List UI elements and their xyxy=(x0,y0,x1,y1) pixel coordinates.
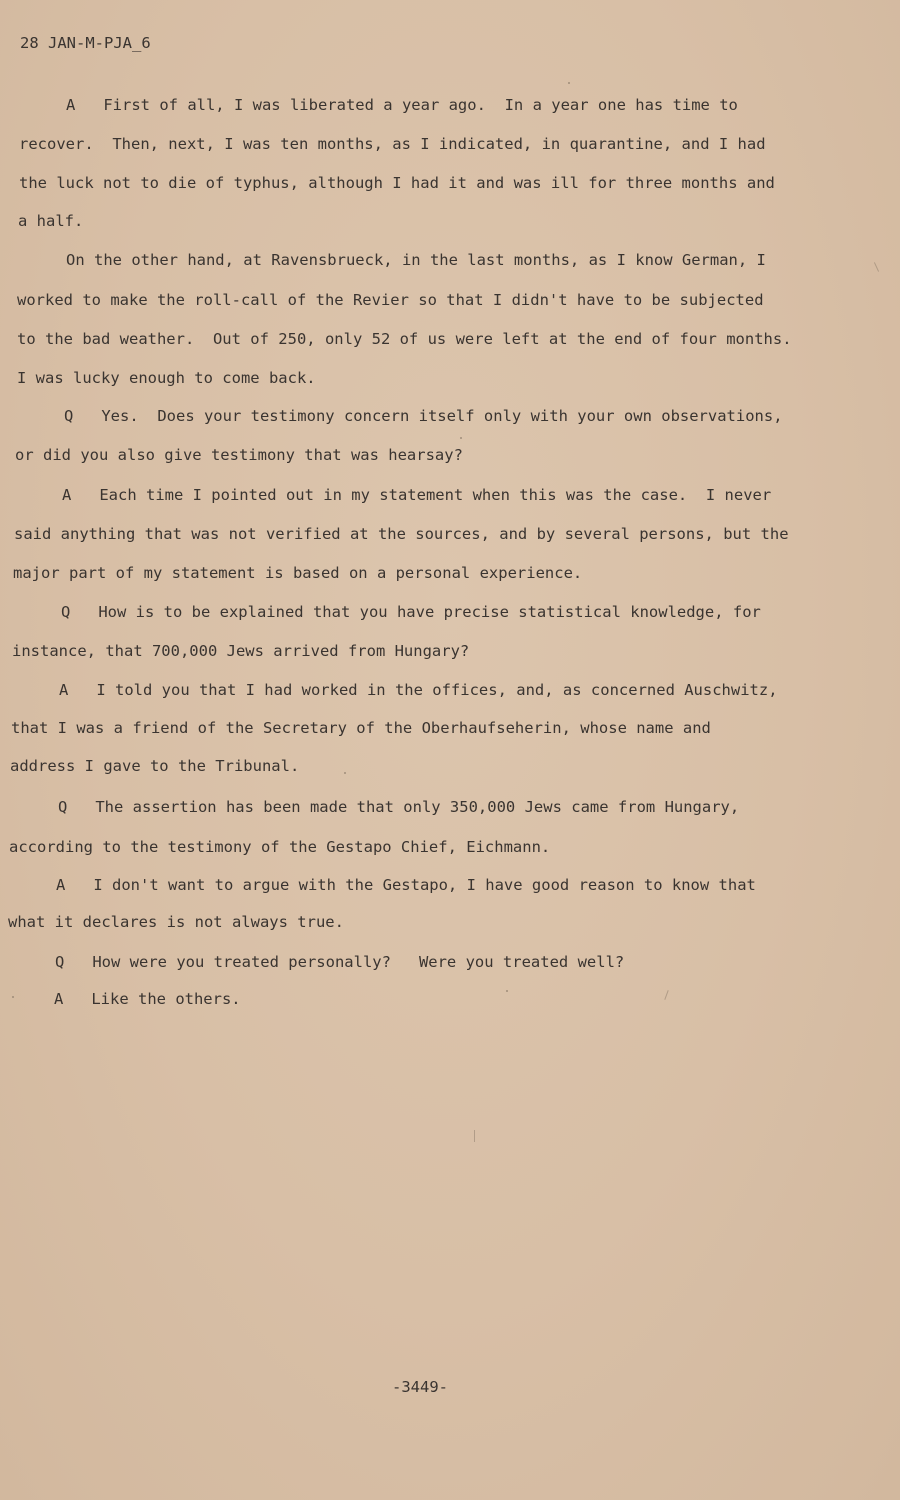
paper-mark xyxy=(664,990,668,1000)
text-line: A First of all, I was liberated a year ago. In a year one has time to xyxy=(66,96,738,114)
text-line: Q Yes. Does your testimony concern itself only with your own observations, xyxy=(64,407,783,425)
text-line: said anything that was not verified at the sources, and by several persons, but the xyxy=(14,525,789,543)
text-line: A Each time I pointed out in my statement when this was the case. I never xyxy=(62,486,772,504)
text-line: A I told you that I had worked in the offices, and, as concerned Auschwitz, xyxy=(59,681,778,699)
paper-speck xyxy=(506,990,508,992)
text-line: A I don't want to argue with the Gestapo, I have good reason to know that xyxy=(56,876,756,894)
page-number: -3449- xyxy=(392,1378,448,1396)
paper-mark xyxy=(474,1130,475,1142)
text-line: address I gave to the Tribunal. xyxy=(10,757,300,775)
paper-speck xyxy=(12,996,14,998)
text-line: what it declares is not always true. xyxy=(8,913,344,931)
text-line: instance, that 700,000 Jews arrived from Hungary? xyxy=(12,642,470,660)
text-line: to the bad weather. Out of 250, only 52 of us were left at the end of four months. xyxy=(17,330,792,348)
text-line: that I was a friend of the Secretary of the Oberhaufseherin, whose name and xyxy=(11,719,711,737)
text-line: major part of my statement is based on a personal experience. xyxy=(13,564,583,582)
text-line: recover. Then, next, I was ten months, as I indicated, in quarantine, and I had xyxy=(19,135,766,153)
text-line: A Like the others. xyxy=(54,990,241,1008)
paper-speck xyxy=(460,437,462,439)
text-line: Q How were you treated personally? Were you treated well? xyxy=(55,953,625,971)
text-line: or did you also give testimony that was hearsay? xyxy=(15,446,463,464)
paper-mark xyxy=(874,262,879,271)
text-line: Q How is to be explained that you have precise statistical knowledge, for xyxy=(61,603,761,621)
text-line: according to the testimony of the Gestapo Chief, Eichmann. xyxy=(9,838,551,856)
text-line: I was lucky enough to come back. xyxy=(17,369,316,387)
text-line: the luck not to die of typhus, although I had it and was ill for three months and xyxy=(19,174,775,192)
text-line: Q The assertion has been made that only 350,000 Jews came from Hungary, xyxy=(58,798,740,816)
page-header: 28 JAN-M-PJA_6 xyxy=(20,34,151,52)
text-line: a half. xyxy=(18,212,84,230)
text-line: worked to make the roll-call of the Revier so that I didn't have to be subjected xyxy=(17,291,764,309)
paper-speck xyxy=(568,82,570,84)
text-line: On the other hand, at Ravensbrueck, in the last months, as I know German, I xyxy=(66,251,766,269)
paper-speck xyxy=(344,772,346,774)
